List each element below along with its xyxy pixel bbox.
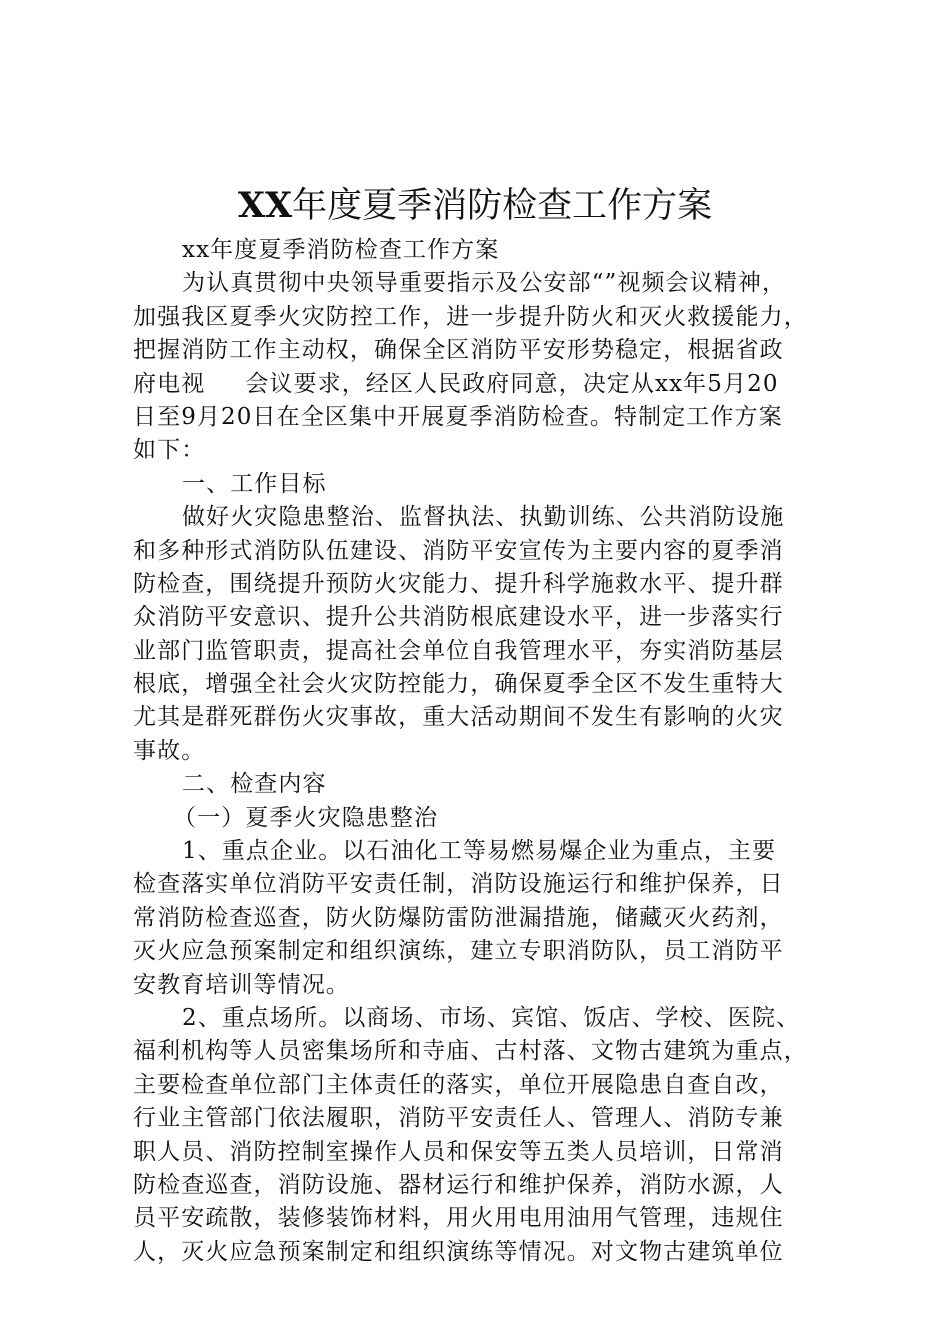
title-prefix: XX bbox=[237, 185, 293, 226]
paragraph-line: 安教育培训等情况。 bbox=[133, 971, 350, 998]
paragraph-line: 员平安疏散，装修装饰材料，用火用电用油用气管理，违规住 bbox=[133, 1205, 784, 1232]
paragraph-line: 行业主管部门依法履职，消防平安责任人、管理人、消防专兼 bbox=[133, 1105, 784, 1132]
paragraph-line: 1、重点企业。以石油化工等易燃易爆企业为重点，主要 bbox=[182, 838, 777, 865]
paragraph-line: 日至9月20日在全区集中开展夏季消防检查。特制定工作方案 bbox=[133, 403, 783, 430]
title-text: 年度夏季消防检查工作方案 bbox=[292, 186, 713, 226]
document-body bbox=[133, 234, 833, 1269]
paragraph-line: 灭火应急预案制定和组织演练，建立专职消防队，员工消防平 bbox=[133, 938, 784, 965]
paragraph-line: 把握消防工作主动权，确保全区消防平安形势稳定，根据省政 bbox=[133, 337, 784, 364]
paragraph-line: 和多种形式消防队伍建设、消防平安宣传为主要内容的夏季消 bbox=[133, 537, 784, 564]
paragraph-line: 防检查巡查，消防设施、器材运行和维护保养，消防水源，人 bbox=[133, 1171, 784, 1198]
section-heading: 一、工作目标 bbox=[182, 470, 327, 497]
paragraph-line: 人，灭火应急预案制定和组织演练等情况。对文物古建筑单位 bbox=[133, 1238, 784, 1265]
paragraph-line bbox=[133, 368, 833, 401]
paragraph-line: 防检查，围绕提升预防火灾能力、提升科学施救水平、提升群 bbox=[133, 570, 784, 597]
paragraph-line: 检查落实单位消防平安责任制，消防设施运行和维护保养，日 bbox=[133, 871, 784, 898]
subtitle-line: xx年度夏季消防检查工作方案 bbox=[182, 237, 500, 263]
paragraph-line: 如下： bbox=[133, 437, 206, 464]
paragraph-line: 事故。 bbox=[133, 737, 206, 764]
section-heading: 二、检查内容 bbox=[182, 771, 327, 798]
paragraph-line: 2、重点场所。以商场、市场、宾馆、饭店、学校、医院、 bbox=[182, 1004, 801, 1031]
paragraph-line: 为认真贯彻中央领导重要指示及公安部“”视频会议精神， bbox=[182, 270, 787, 297]
paragraph-line: 福利机构等人员密集场所和寺庙、古村落、文物古建筑为重点， bbox=[133, 1038, 808, 1065]
paragraph-line: 做好火灾隐患整治、监督执法、执勤训练、公共消防设施 bbox=[182, 504, 785, 531]
paragraph-line: 职人员、消防控制室操作人员和保安等五类人员培训，日常消 bbox=[133, 1138, 784, 1165]
paragraph-line: 主要检查单位部门主体责任的落实，单位开展隐患自查自改， bbox=[133, 1071, 784, 1098]
paragraph-line: 常消防检查巡查，防火防爆防雷防泄漏措施，储藏灭火药剂， bbox=[133, 904, 784, 931]
paragraph-line: 业部门监管职责，提高社会单位自我管理水平，夯实消防基层 bbox=[133, 637, 784, 664]
paragraph-line: 加强我区夏季火灾防控工作，进一步提升防火和灭火救援能力， bbox=[133, 303, 808, 330]
paragraph-line-part: 府电视 bbox=[133, 370, 206, 397]
paragraph-line: 众消防平安意识、提升公共消防根底建设水平，进一步落实行 bbox=[133, 604, 784, 631]
paragraph-line: 尤其是群死群伤火灾事故，重大活动期间不发生有影响的火灾 bbox=[133, 704, 784, 731]
paragraph-line-part: 会议要求，经区人民政府同意，决定从xx年5月20 bbox=[245, 370, 779, 397]
paragraph-line: 根底，增强全社会火灾防控能力，确保夏季全区不发生重特大 bbox=[133, 671, 784, 698]
subsection-heading: （一）夏季火灾隐患整治 bbox=[173, 804, 439, 831]
document-title bbox=[0, 180, 950, 232]
